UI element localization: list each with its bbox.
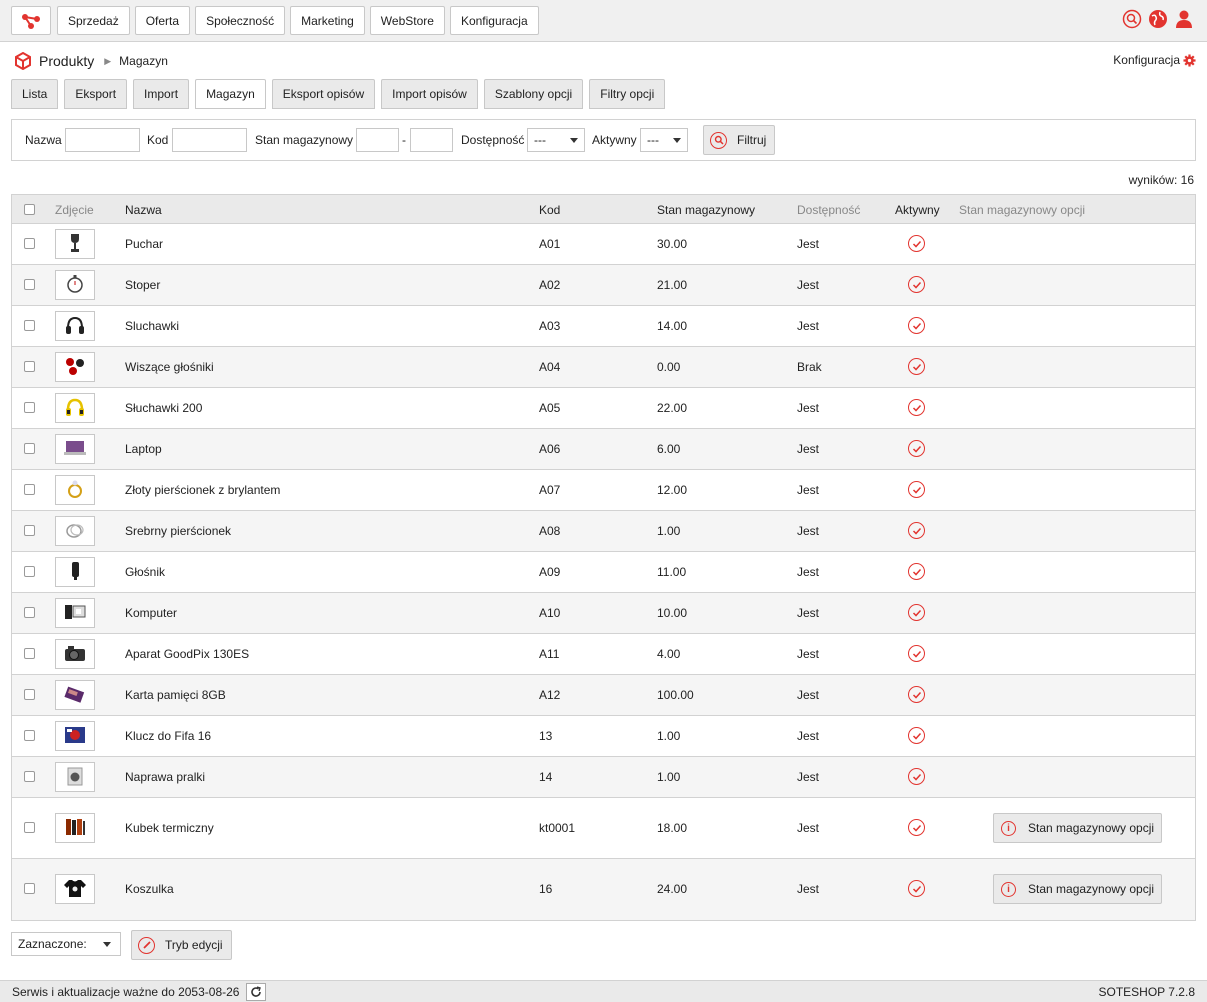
product-code: A01 (539, 237, 561, 251)
bulk-action-label: Zaznaczone: (18, 937, 87, 951)
product-stock: 1.00 (657, 729, 681, 743)
option-stock-label: Stan magazynowy opcji (1028, 882, 1155, 896)
product-code: A03 (539, 319, 561, 333)
product-stock: 4.00 (657, 647, 681, 661)
product-thumbnail[interactable] (55, 639, 95, 669)
product-code: A02 (539, 278, 561, 292)
breadcrumb (14, 52, 168, 70)
tab-import-opisow[interactable]: Import opisów (381, 79, 478, 109)
active-check-icon[interactable] (908, 522, 925, 539)
product-name-karta-pamieci-8gb[interactable]: Karta pamięci 8GB (125, 688, 226, 702)
table-row[interactable] (12, 224, 1195, 265)
option-stock-button[interactable] (993, 874, 1162, 904)
product-name-glosnik[interactable]: Głośnik (125, 565, 166, 579)
table-row[interactable] (12, 859, 1195, 920)
nav-oferta[interactable]: Oferta (135, 6, 190, 35)
table-row[interactable] (12, 388, 1195, 429)
product-thumbnail[interactable] (55, 762, 95, 792)
filter-code-label: Kod (147, 133, 169, 147)
row-checkbox[interactable] (24, 771, 35, 782)
tshirt-icon (62, 877, 88, 902)
product-name-naprawa-pralki[interactable]: Naprawa pralki (125, 770, 206, 784)
product-thumbnail[interactable] (55, 229, 95, 259)
breadcrumb-magazyn: Magazyn (119, 54, 168, 68)
active-check-icon[interactable] (908, 235, 925, 252)
product-thumbnail[interactable] (55, 598, 95, 628)
product-availability: Jest (797, 729, 820, 743)
trophy-icon (62, 232, 88, 257)
washing-machine-icon (62, 765, 88, 790)
product-thumbnail[interactable] (55, 352, 95, 382)
config-link-label: Konfiguracja (1113, 53, 1180, 67)
refresh-button[interactable] (246, 983, 266, 1001)
product-thumbnail[interactable] (55, 874, 95, 904)
row-checkbox[interactable] (24, 484, 35, 495)
product-name-sluchawki[interactable]: Sluchawki (125, 319, 180, 333)
table-row[interactable] (12, 470, 1195, 511)
product-name-komputer[interactable]: Komputer (125, 606, 178, 620)
header-stock[interactable]: Stan magazynowy (657, 203, 756, 217)
product-stock: 1.00 (657, 524, 681, 538)
laptop-icon (62, 437, 88, 462)
product-availability: Jest (797, 237, 820, 251)
product-stock: 18.00 (657, 821, 688, 835)
memory-card-icon (62, 683, 88, 708)
filter-name-label: Nazwa (25, 133, 62, 147)
filter-stock-to-input[interactable] (410, 128, 453, 152)
filter-availability-value: --- (534, 133, 546, 147)
table-header (12, 195, 1195, 224)
active-check-icon[interactable] (908, 399, 925, 416)
product-availability: Brak (797, 360, 822, 374)
row-checkbox[interactable] (24, 361, 35, 372)
table-row[interactable] (12, 429, 1195, 470)
row-checkbox[interactable] (24, 279, 35, 290)
table-row[interactable] (12, 511, 1195, 552)
table-row[interactable] (12, 634, 1195, 675)
product-code: A10 (539, 606, 561, 620)
table-row[interactable] (12, 675, 1195, 716)
breadcrumb-products[interactable]: Produkty (39, 53, 95, 69)
speakers-icon (62, 355, 88, 380)
pencil-icon (138, 937, 155, 954)
product-thumbnail[interactable] (55, 680, 95, 710)
product-name-wiszace-glosniki[interactable]: Wiszące głośniki (125, 360, 214, 374)
info-icon: i (1001, 821, 1016, 836)
active-check-icon[interactable] (908, 604, 925, 621)
product-name-puchar[interactable]: Puchar (125, 237, 164, 251)
option-stock-button[interactable] (993, 813, 1162, 843)
thermal-mug-icon (62, 816, 88, 841)
search-icon (710, 132, 727, 149)
active-check-icon[interactable] (908, 727, 925, 744)
filter-active-value: --- (647, 133, 659, 147)
table-row[interactable] (12, 716, 1195, 757)
product-name-aparat-goodpix-130es[interactable]: Aparat GoodPix 130ES (125, 647, 250, 661)
active-check-icon[interactable] (908, 563, 925, 580)
nav-konfiguracja[interactable]: Konfiguracja (450, 6, 539, 35)
tab-magazyn[interactable]: Magazyn (195, 79, 266, 109)
gold-ring-icon (62, 478, 88, 503)
tab-import[interactable]: Import (133, 79, 189, 109)
product-name-kubek-termiczny[interactable]: Kubek termiczny (125, 821, 214, 835)
row-checkbox[interactable] (24, 730, 35, 741)
computer-icon (62, 601, 88, 626)
top-icons (1122, 9, 1194, 29)
share-logo-icon (20, 12, 42, 30)
product-availability: Jest (797, 647, 820, 661)
config-link[interactable] (1113, 53, 1196, 67)
product-code: A06 (539, 442, 561, 456)
product-availability: Jest (797, 442, 820, 456)
product-code: A11 (539, 647, 560, 661)
product-thumbnail[interactable] (55, 475, 95, 505)
products-table (11, 194, 1196, 921)
product-availability: Jest (797, 770, 820, 784)
product-thumbnail[interactable] (55, 270, 95, 300)
product-code: A04 (539, 360, 561, 374)
main-nav (57, 6, 544, 35)
bulk-action-select[interactable] (11, 932, 121, 956)
breadcrumb-arrow-icon: ▶ (104, 55, 112, 66)
results-count: wyników: 16 (1128, 173, 1194, 187)
tab-eksport-opisow[interactable]: Eksport opisów (272, 79, 375, 109)
product-thumbnail[interactable] (55, 434, 95, 464)
product-thumbnail[interactable] (55, 557, 95, 587)
filter-code-input[interactable] (172, 128, 247, 152)
product-stock: 12.00 (657, 483, 688, 497)
product-code: A12 (539, 688, 561, 702)
product-thumbnail[interactable] (55, 516, 95, 546)
product-name-sluchawki-200[interactable]: Słuchawki 200 (125, 401, 203, 415)
active-check-icon[interactable] (908, 276, 925, 293)
product-availability: Jest (797, 606, 820, 620)
active-check-icon[interactable] (908, 358, 925, 375)
edit-mode-button[interactable] (131, 930, 232, 960)
nav-marketing[interactable]: Marketing (290, 6, 365, 35)
product-code: A07 (539, 483, 561, 497)
product-stock: 6.00 (657, 442, 681, 456)
product-availability: Jest (797, 821, 820, 835)
camera-icon (62, 642, 88, 667)
user-icon[interactable] (1174, 9, 1194, 29)
product-thumbnail[interactable] (55, 311, 95, 341)
chevron-down-icon (673, 138, 681, 143)
active-check-icon[interactable] (908, 819, 925, 836)
row-checkbox[interactable] (24, 566, 35, 577)
nav-webstore[interactable]: WebStore (370, 6, 445, 35)
header-active[interactable]: Aktywny (895, 203, 940, 217)
product-code: 14 (539, 770, 553, 784)
row-checkbox[interactable] (24, 689, 35, 700)
tab-eksport[interactable]: Eksport (64, 79, 127, 109)
edit-mode-label: Tryb edycji (165, 938, 223, 952)
product-stock: 100.00 (657, 688, 694, 702)
filter-panel (11, 119, 1196, 161)
row-checkbox[interactable] (24, 648, 35, 659)
product-stock: 1.00 (657, 770, 681, 784)
filter-active-label: Aktywny (592, 133, 637, 147)
row-checkbox[interactable] (24, 443, 35, 454)
product-name-koszulka[interactable]: Koszulka (125, 882, 174, 896)
search-icon[interactable] (1122, 9, 1142, 29)
filter-name-input[interactable] (65, 128, 140, 152)
info-icon: i (1001, 882, 1016, 897)
filter-button[interactable] (703, 125, 775, 155)
speaker-icon (62, 560, 88, 585)
product-code: 13 (539, 729, 553, 743)
filter-range-separator: - (402, 133, 406, 147)
nav-spolecznosc[interactable]: Społeczność (195, 6, 285, 35)
game-key-icon (62, 724, 88, 749)
product-availability: Jest (797, 565, 820, 579)
chevron-down-icon (570, 138, 578, 143)
nav-sprzedaz[interactable]: Sprzedaż (57, 6, 130, 35)
product-availability: Jest (797, 319, 820, 333)
version-text: SOTESHOP 7.2.8 (1098, 985, 1195, 999)
refresh-icon (250, 986, 262, 998)
tab-szablony-opcji[interactable]: Szablony opcji (484, 79, 583, 109)
table-row[interactable] (12, 265, 1195, 306)
filter-stock-from-input[interactable] (356, 128, 399, 152)
product-availability: Jest (797, 278, 820, 292)
filter-button-label: Filtruj (737, 133, 767, 147)
product-stock: 30.00 (657, 237, 688, 251)
product-availability: Jest (797, 688, 820, 702)
table-row[interactable] (12, 347, 1195, 388)
product-availability: Jest (797, 483, 820, 497)
active-check-icon[interactable] (908, 686, 925, 703)
product-thumbnail[interactable] (55, 721, 95, 751)
row-checkbox[interactable] (24, 607, 35, 618)
product-code: A05 (539, 401, 561, 415)
row-checkbox[interactable] (24, 525, 35, 536)
product-stock: 14.00 (657, 319, 688, 333)
option-stock-label: Stan magazynowy opcji (1028, 821, 1155, 835)
table-row[interactable] (12, 757, 1195, 798)
filter-availability-label: Dostępność (461, 133, 525, 147)
header-option-stock: Stan magazynowy opcji (959, 203, 1086, 217)
chevron-down-icon (103, 942, 111, 947)
product-thumbnail[interactable] (55, 393, 95, 423)
product-stock: 22.00 (657, 401, 688, 415)
product-stock: 11.00 (657, 565, 687, 579)
header-photo: Zdjęcie (55, 203, 94, 217)
product-thumbnail[interactable] (55, 813, 95, 843)
tab-bar (11, 79, 671, 109)
product-name-stoper[interactable]: Stoper (125, 278, 161, 292)
active-check-icon[interactable] (908, 440, 925, 457)
table-row[interactable] (12, 306, 1195, 347)
product-name-srebrny-pierscionek[interactable]: Srebrny pierścionek (125, 524, 232, 538)
table-row[interactable] (12, 552, 1195, 593)
row-checkbox[interactable] (24, 320, 35, 331)
product-code: A08 (539, 524, 561, 538)
logo-button[interactable] (11, 6, 51, 35)
product-stock: 10.00 (657, 606, 688, 620)
product-availability: Jest (797, 524, 820, 538)
product-stock: 21.00 (657, 278, 688, 292)
filter-stock-label: Stan magazynowy (255, 133, 354, 147)
product-code: A09 (539, 565, 561, 579)
product-name-laptop[interactable]: Laptop (125, 442, 162, 456)
product-availability: Jest (797, 882, 820, 896)
stopwatch-icon (62, 273, 88, 298)
product-name-zloty-pierscionek-z-brylantem[interactable]: Złoty pierścionek z brylantem (125, 483, 281, 497)
product-name-klucz-do-fifa-16[interactable]: Klucz do Fifa 16 (125, 729, 212, 743)
table-row[interactable] (12, 798, 1195, 859)
top-bar (0, 0, 1207, 42)
header-availability: Dostępność (797, 203, 861, 217)
active-check-icon[interactable] (908, 481, 925, 498)
table-row[interactable] (12, 593, 1195, 634)
select-all-checkbox[interactable] (24, 204, 35, 215)
box-icon (14, 52, 32, 70)
header-code[interactable]: Kod (539, 203, 561, 217)
product-stock: 24.00 (657, 882, 688, 896)
filter-availability-select[interactable] (527, 128, 585, 152)
globe-icon[interactable] (1148, 9, 1168, 29)
product-code: kt0001 (539, 821, 576, 835)
yellow-headphones-icon (62, 396, 88, 421)
tab-filtry-opcji[interactable]: Filtry opcji (589, 79, 665, 109)
active-check-icon[interactable] (908, 645, 925, 662)
row-checkbox[interactable] (24, 883, 35, 894)
status-footer (0, 980, 1207, 1002)
row-checkbox[interactable] (24, 822, 35, 833)
headphones-icon (62, 314, 88, 339)
silver-ring-icon (62, 519, 88, 544)
product-stock: 0.00 (657, 360, 681, 374)
filter-active-select[interactable] (640, 128, 688, 152)
tab-lista[interactable]: Lista (11, 79, 58, 109)
row-checkbox[interactable] (24, 238, 35, 249)
service-expiry-text: Serwis i aktualizacje ważne do 2053-08-26 (12, 985, 240, 999)
gear-icon (1183, 54, 1196, 67)
active-check-icon[interactable] (908, 317, 925, 334)
product-code: 16 (539, 882, 553, 896)
row-checkbox[interactable] (24, 402, 35, 413)
table-body (12, 224, 1195, 920)
active-check-icon[interactable] (908, 880, 925, 897)
active-check-icon[interactable] (908, 768, 925, 785)
header-name[interactable]: Nazwa (125, 203, 162, 217)
product-availability: Jest (797, 401, 820, 415)
